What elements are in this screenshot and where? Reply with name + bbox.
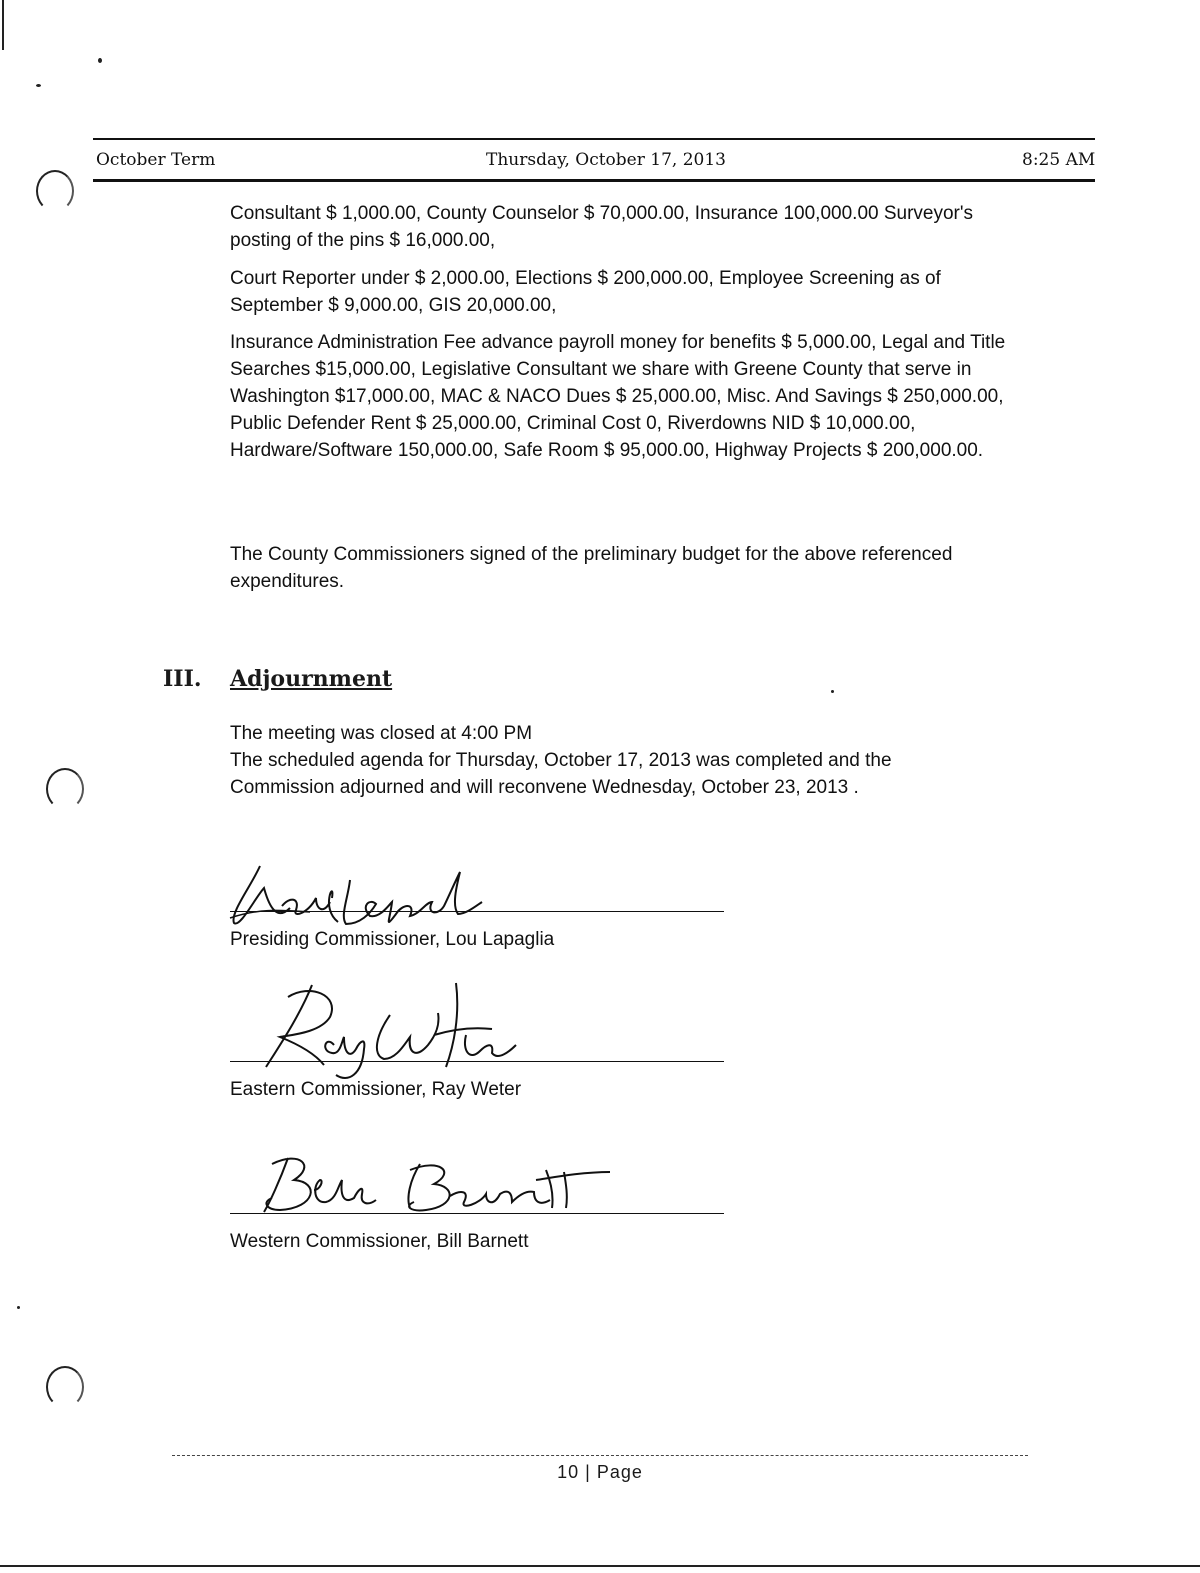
scan-speck (36, 84, 41, 87)
adjournment-line: The scheduled agenda for Thursday, October 17, 2013 was completed and the Commission adjourned and will reconvene Wednesday, October 23, 2013 . (230, 750, 892, 798)
signature-ray-weter (240, 975, 540, 1085)
signature-label: Presiding Commissioner, Lou Lapaglia (230, 929, 555, 950)
scan-speck (831, 690, 834, 693)
paragraph-text: Consultant $ 1,000.00, County Counselor $ 70,000.00, Insurance 100,000.00 Surveyor's posting of the pins $ 16,000.00, (230, 203, 974, 251)
punch-hole (46, 1366, 84, 1408)
paragraph-text: Court Reporter under $ 2,000.00, Elections $ 200,000.00, Employee Screening as of September $ 9,000.00, GIS 20,000.00, (230, 268, 941, 316)
budget-paragraph-2 (230, 265, 1030, 319)
signature-label: Eastern Commissioner, Ray Weter (230, 1079, 522, 1100)
page-number-label: | Page (585, 1462, 643, 1482)
summary-paragraph (230, 541, 1030, 595)
page-number (0, 1462, 1200, 1483)
adjournment-text (230, 720, 970, 801)
header-top-rule (93, 138, 1095, 140)
adjournment-line: The meeting was closed at 4:00 PM (230, 723, 533, 744)
header-date: Thursday, October 17, 2013 (486, 150, 726, 170)
page-number-value: 10 (557, 1462, 580, 1482)
budget-paragraph-3 (230, 329, 1030, 464)
section-title: Adjournment (230, 666, 393, 692)
punch-hole (36, 170, 74, 212)
signature-bill-barnett (250, 1150, 630, 1220)
paragraph-text: The County Commissioners signed of the preliminary budget for the above referenced expenditures. (230, 544, 953, 592)
signature-line (230, 1061, 724, 1062)
footer-rule (172, 1455, 1028, 1456)
signature-lou-lapaglia (220, 858, 540, 938)
signature-label: Western Commissioner, Bill Barnett (230, 1231, 529, 1252)
header-bottom-rule (93, 179, 1095, 182)
header-term: October Term (96, 150, 216, 170)
scan-bottom-edge (0, 1565, 1200, 1567)
paragraph-text: Insurance Administration Fee advance payroll money for benefits $ 5,000.00, Legal and Title Searches $15,000.00, Legislative Consultant we share with Greene County that serve in Washington $17,000.00, MAC & NACO Dues $ 25,000.00, Misc. And Savings $ 250,000.00, Public Defender Rent $ 25,000.00, Criminal Cost 0, Riverdowns NID $ 10,000.00, Hardware/Software 150,000.00, Safe Room $ 95,000.00, Highway Projects $ 200,000.00. (230, 332, 1006, 461)
budget-paragraph-1 (230, 200, 1030, 254)
signature-line (230, 1213, 724, 1214)
scan-speck (98, 58, 102, 63)
signature-line (230, 911, 724, 912)
punch-hole (46, 768, 84, 810)
section-number: III. (163, 666, 202, 692)
scan-speck (17, 1306, 20, 1309)
header-time: 8:25 AM (1022, 150, 1096, 170)
scan-left-edge (2, 0, 4, 50)
